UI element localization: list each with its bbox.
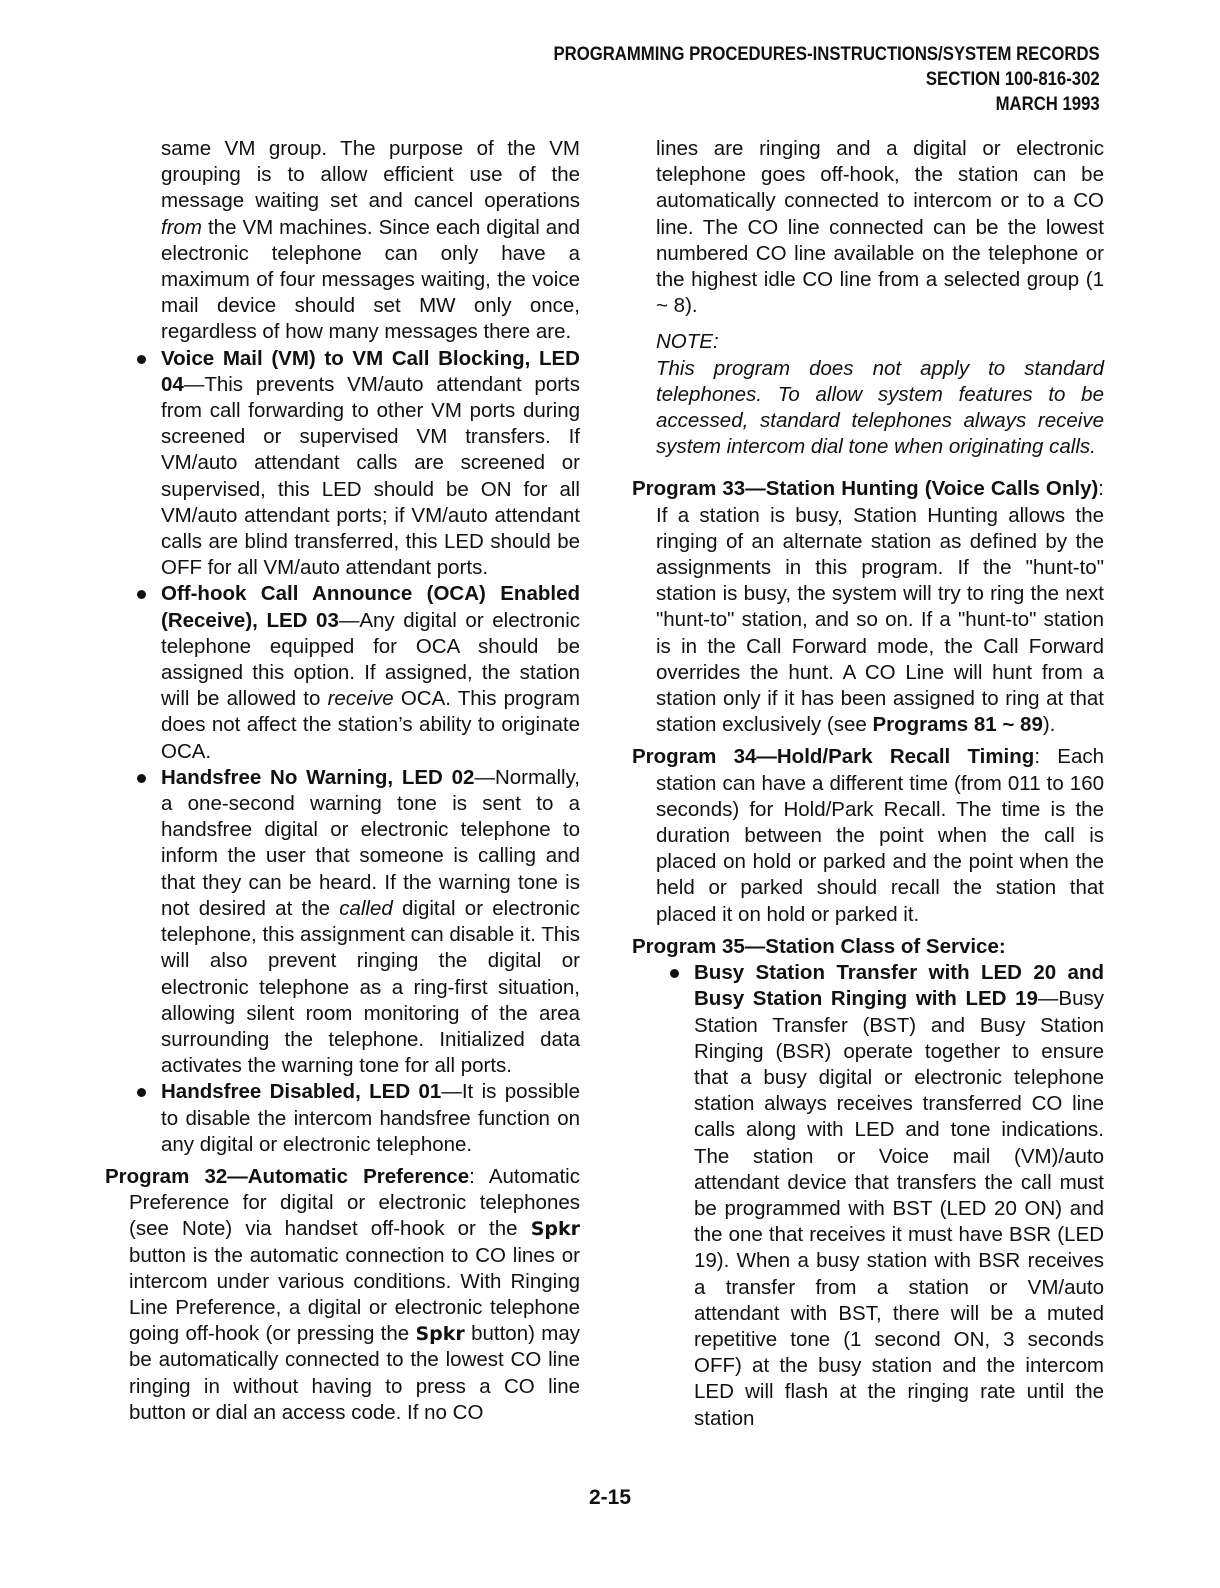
bullet-busy-station-transfer: Busy Station Transfer with LED 20 and Busy Station Ringing with LED 19—Busy Station Transfer (BST) and Busy Station Ringing (BSR) operate together to ensure that a busy digital or electronic telephone station always receives transferred CO line calls along with LED and tone indications. The station or Voice mail (VM)/auto attendant device that transfers the call must be programmed with BST (LED 20 ON) and the one that receives it must have BSR (LED 19). When a busy station with BSR receives a transfer from a station or VM/auto attendant with BST, there will be a muted repetitive tone (1 second ON, 3 seconds OFF) at the busy station and the intercom LED will flash at the ringing rate until the station (632, 960, 1104, 1432)
page-header (554, 42, 1100, 117)
bullet-icon (137, 1088, 146, 1097)
note-label: NOTE: (656, 330, 719, 354)
note-text: This program does not apply to standard telephones. To allow system features to be accessed, standard telephones always receive system intercom dial tone when originating calls. (656, 356, 1104, 459)
program-32: Program 32—Automatic Preference: Automatic Preference for digital or electronic telephones (see Note) via handset off-hook or the Spkr button is the automatic connection to CO lines or intercom under various conditions. With Ringing Line Preference, a digital or electronic telephone going off-hook (or pressing the Spkr button) may be automatically connected to the lowest CO line ringing in without having to press a CO line button or dial an access code. If no CO (105, 1164, 580, 1424)
bullet-handsfree-disabled: Handsfree Disabled, LED 01—It is possible to disable the intercom handsfree function on any digital or electronic telephone. (105, 1079, 580, 1158)
header-title: PROGRAMMING PROCEDURES-INSTRUCTIONS/SYSTEM RECORDS (553, 44, 1100, 65)
bullet-icon (137, 774, 146, 783)
program-33: Program 33—Station Hunting (Voice Calls Only): If a station is busy, Station Hunting allows the ringing of an alternate station as defined by the assignments in this program. If the "hunt-to" station is busy, the system will try to ring the next "hunt-to" station, and so on. If a "hunt-to" station is in the Call Forward mode, the Call Forward overrides the hunt. A CO Line will hunt from a station only if it has been assigned to ring at that station exclusively (see Programs 81 ~ 89). (632, 477, 1104, 737)
bullet-handsfree-no-warning: Handsfree No Warning, LED 02—Normally, a one-second warning tone is sent to a handsfree digital or electronic telephone to inform the user that someone is calling and that they can be heard. If the warning tone is not desired at the called digital or electronic telephone, this assignment can disable it. This will also prevent ringing the digital or electronic telephone as a ring-first situation, allowing silent room monitoring of the area surrounding the telephone. Initialized data activates the warning tone for all ports. (105, 765, 580, 1079)
program-35: Program 35—Station Class of Service: (632, 934, 1006, 958)
right-column (632, 136, 1104, 1432)
bullet-icon (137, 590, 146, 599)
bullet-vm-call-blocking: Voice Mail (VM) to VM Call Blocking, LED 04—This prevents VM/auto attendant ports from call forwarding to other VM ports during screened or supervised VM transfers. If VM/auto attendant calls are screened or supervised, this LED should be ON for all VM/auto attendant ports; if VM/auto attendant calls are blind transferred, this LED should be OFF for all VM/auto attendant ports. (105, 346, 580, 582)
header-section: SECTION 100-816-302 (926, 69, 1100, 90)
left-column (105, 136, 580, 1426)
bullet-icon (137, 355, 146, 364)
page-number: 2-15 (588, 1486, 632, 1509)
bullet-icon (670, 969, 679, 978)
bullet-oca-enabled: Off-hook Call Announce (OCA) Enabled (Receive), LED 03—Any digital or electronic telephone equipped for OCA should be assigned this option. If assigned, the station will be allowed to receive OCA. This program does not affect the station’s ability to originate OCA. (105, 581, 580, 764)
intro-paragraph: same VM group. The purpose of the VM grouping is to allow efficient use of the message waiting set and cancel operations from the VM machines. Since each digital and electronic telephone can only have a maximum of four messages waiting, the voice mail device should set MW only once, regardless of how many messages there are. (161, 137, 580, 344)
program-34: Program 34—Hold/Park Recall Timing: Each station can have a different time (from 011 to 160 seconds) for Hold/Park Recall. The time is the duration between the point when the call is placed on hold or parked and the point when the held or parked should recall the station that placed it on hold or parked it. (632, 745, 1104, 926)
header-date: MARCH 1993 (995, 94, 1100, 115)
continued-paragraph: lines are ringing and a digital or electronic telephone goes off-hook, the station can be automatically connected to intercom or to a CO line. The CO line connected can be the lowest numbered CO line available on the telephone or the highest idle CO line from a selected group (1 ~ 8). (656, 137, 1104, 318)
